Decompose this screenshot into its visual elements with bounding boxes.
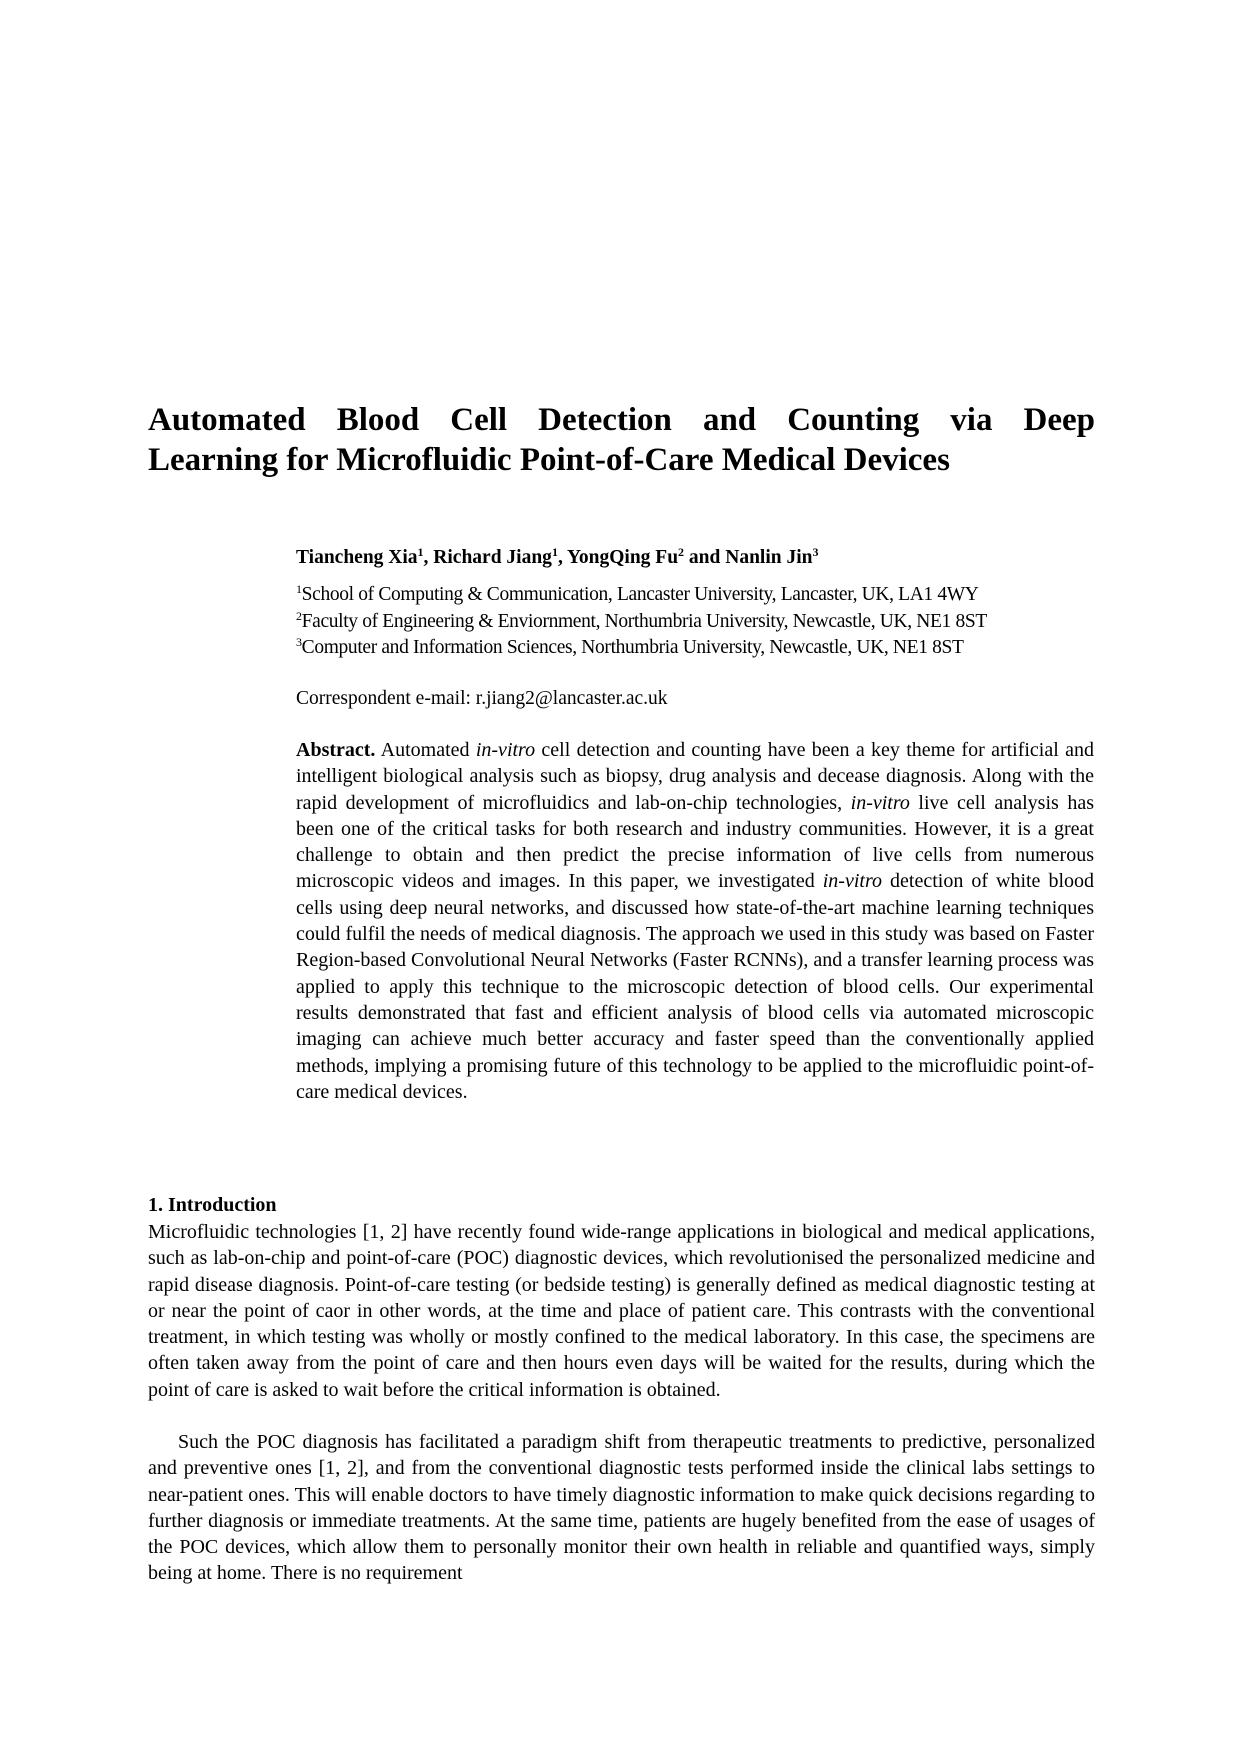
title-line-1: Automated Blood Cell Detection and Counting via Deep <box>148 402 1095 438</box>
abstract-text: cell detection and counting have been a key theme for artificial and intelligent biological analysis such as biopsy, drug analysis and decease diagnosis. Along with the rapid development of microfluidics and lab-on-chip technologies, <box>296 739 1094 814</box>
intro-paragraph-1: Microfluidic technologies [1, 2] have recently found wide-range applications in biological and medical applications, such as lab-on-chip and point-of-care (POC) diagnostic devices, which revolutionised the personalized medicine and rapid disease diagnosis. Point-of-care testing (or bedside testing) is generally defined as medical diagnostic testing at or near the point of caor in other words, at the time and place of patient care. This contrasts with the conventional treatment, in which testing was wholly or mostly confined to the medical laboratory. In this case, the specimens are often taken away from the point of care and then hours even days will be waited for the results, during which the point of care is asked to wait before the critical information is obtained. <box>148 1221 1095 1401</box>
abstract-italic-term: in-vitro <box>822 870 882 893</box>
author-name: Richard Jiang <box>433 547 552 568</box>
affiliation-text: Computer and Information Sciences, Northumbria University, Newcastle, UK, NE1 8ST <box>301 637 964 658</box>
author-affil-mark: 1 <box>417 545 424 559</box>
affiliation-mark: 1 <box>296 582 302 596</box>
abstract-text: detection of white blood cells using deep neural networks, and discussed how state-of-the-art machine learning techniques could fulfil the needs of medical diagnosis. The approach we used in this study was based on Faster Region-based Convolutional Neural Networks (Faster RCNNs), and a transfer learning process was applied to apply this technique to the microscopic detection of blood cells. Our experimental results demonstrated that fast and efficient analysis of blood cells via automated microscopic imaging can achieve much better accuracy and faster speed than the conventionally applied methods, implying a promising future of this technology to be applied to the microfluidic point-of-care medical devices. <box>296 870 1095 1103</box>
title-line-2: Learning for Microfluidic Point-of-Care Medical Devices <box>148 442 950 478</box>
affiliation-item <box>296 635 1096 662</box>
author-name: Nanlin Jin <box>725 547 813 568</box>
author-list <box>296 545 1096 571</box>
author-name: YongQing Fu <box>566 547 679 568</box>
abstract-text: live cell analysis has been one of the critical tasks for both research and industry communities. However, it is a great challenge to obtain and then predict the precise information of live cells from numerous microscopic videos and images. In this paper, we investigated <box>296 791 1095 893</box>
intro-paragraph-2: Such the POC diagnosis has facilitated a paradigm shift from therapeutic treatments to predictive, personalized and preventive ones [1, 2], and from the conventional diagnostic tests performed inside the clinical labs settings to near-patient ones. This will enable doctors to have timely diagnostic information to make quick decisions regarding to further diagnosis or immediate treatments. At the same time, patients are hugely benefited from the ease of usages of the POC devices, which allow them to personally monitor their own health in reliable and quantified ways, simply being at home. There is no requirement <box>148 1431 1095 1585</box>
author-separator: , <box>423 547 434 568</box>
author-affil-mark: 3 <box>812 545 819 559</box>
abstract <box>296 737 1094 1105</box>
author-affil-mark: 2 <box>678 545 685 559</box>
section-heading-introduction: 1. Introduction <box>148 1194 277 1216</box>
affiliation-item <box>296 609 1096 636</box>
affiliation-text: Faculty of Engineering & Enviornment, Northumbria University, Newcastle, UK, NE1 8ST <box>301 610 987 632</box>
abstract-italic-term: in-vitro <box>475 739 536 761</box>
affiliation-list <box>296 582 1096 662</box>
author-separator: , <box>557 547 567 568</box>
abstract-text: Automated <box>375 739 476 761</box>
abstract-label: Abstract. <box>296 739 376 761</box>
affiliation-mark: 3 <box>296 635 302 649</box>
paper-title <box>148 400 1095 480</box>
correspondent-email: Correspondent e-mail: r.jiang2@lancaster.ac.uk <box>296 688 668 709</box>
author-name: Tiancheng Xia <box>296 547 418 568</box>
affiliation-mark: 2 <box>296 608 302 623</box>
author-separator: and <box>684 547 726 568</box>
author-affil-mark: 1 <box>551 545 558 559</box>
affiliation-item <box>296 582 1096 609</box>
affiliation-text: School of Computing & Communication, Lancaster University, Lancaster, UK, LA1 4WY <box>301 584 979 605</box>
abstract-italic-term: in-vitro <box>850 791 910 814</box>
